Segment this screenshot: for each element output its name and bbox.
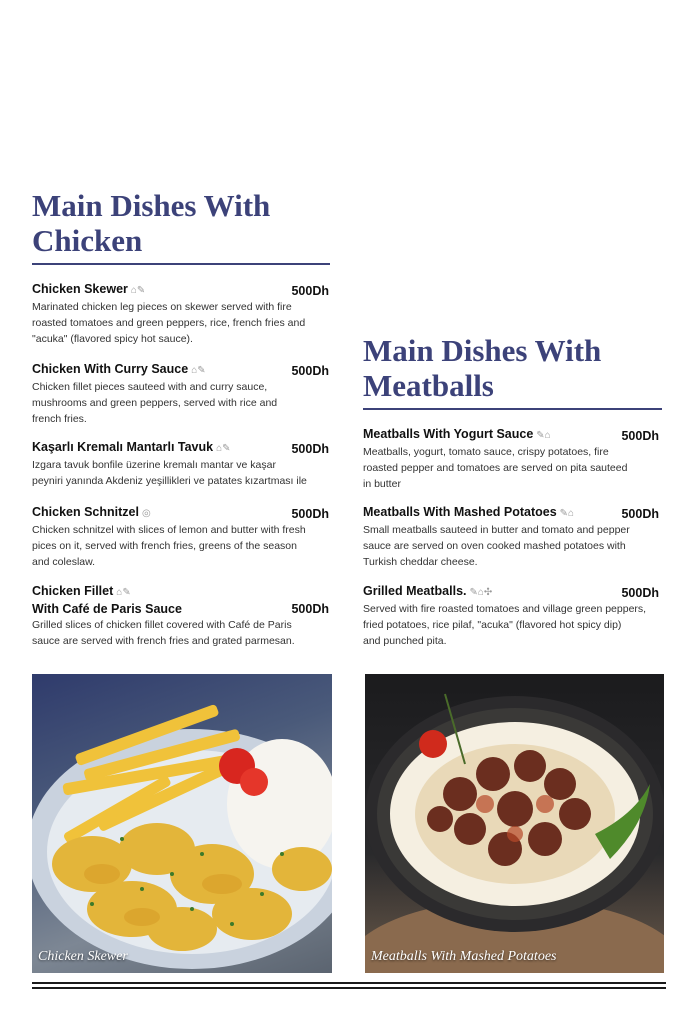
dietary-icons: ✎⌂ bbox=[559, 508, 575, 519]
item-description: Meatballs, yogurt, tomato sauce, crispy potatoes, fire roasted pepper and tomatoes are served on pita sauteed in butter bbox=[363, 446, 628, 490]
photo-caption: Meatballs With Mashed Potatoes bbox=[371, 949, 557, 964]
chicken-section-title: Main Dishes With Chicken bbox=[32, 188, 271, 258]
item-description: Marinated chicken leg pieces on skewer served with fire roasted tomatoes and green peppers, rice, french fries and "acuka" (flavored spicy hot sauce). bbox=[32, 301, 306, 345]
item-name: Chicken Schnitzel bbox=[32, 505, 139, 519]
dietary-icons: ⌂✎ bbox=[216, 443, 231, 454]
item-price: 500Dh bbox=[291, 442, 329, 456]
chicken-skewer-photo bbox=[32, 674, 332, 973]
dietary-icons: ✎⌂ bbox=[536, 430, 551, 441]
item-name: Chicken Fillet bbox=[32, 584, 114, 598]
item-description: Small meatballs sauteed in butter and tomato and pepper sauce are served on oven cooked mashed potatoes with Turkish cheddar cheese. bbox=[363, 524, 630, 568]
item-name: Chicken With Curry Sauce bbox=[32, 362, 189, 376]
footer-divider-top bbox=[32, 982, 666, 984]
item-name: Kaşarlı Kremalı Mantarlı Tavuk bbox=[32, 440, 214, 454]
menu-item-chicken-skewer bbox=[32, 281, 329, 347]
item-price: 500Dh bbox=[291, 284, 329, 298]
item-price: 500Dh bbox=[291, 602, 329, 616]
photo-caption: Chicken Skewer bbox=[38, 949, 128, 964]
item-description: Izgara tavuk bonfile üzerine kremalı mantar ve kaşar peyniri yanında Akdeniz yeşillikleri ve patates kızartması ile bbox=[32, 459, 307, 487]
dietary-icons: ⌂✎ bbox=[130, 285, 146, 296]
item-price: 500Dh bbox=[291, 364, 329, 378]
meatballs-title-divider bbox=[363, 408, 662, 410]
item-description: Grilled slices of chicken fillet covered with Café de Paris sauce are served with french fries and grated parmesan. bbox=[32, 619, 295, 647]
menu-item-meatballs-mashed bbox=[363, 504, 659, 570]
item-price: 500Dh bbox=[621, 507, 659, 521]
footer-divider-bottom bbox=[32, 987, 666, 989]
menu-item-chicken-schnitzel bbox=[32, 504, 329, 570]
meatballs-plate-illustration bbox=[365, 674, 664, 973]
meatballs-section-title: Main Dishes With Meatballs bbox=[363, 333, 602, 403]
item-name: Chicken Skewer bbox=[32, 282, 128, 296]
menu-item-chicken-curry bbox=[32, 361, 329, 427]
dietary-icons: ✎⌂✣ bbox=[469, 587, 493, 598]
chicken-skewer-plate-illustration bbox=[32, 674, 332, 973]
item-description: Served with fire roasted tomatoes and village green peppers, fried potatoes, rice pilaf, "acuka" (flavored hot spicy dip) and punched pita. bbox=[363, 603, 647, 647]
menu-item-chicken-fillet bbox=[32, 583, 329, 649]
item-description: Chicken fillet pieces sauteed with and curry sauce, mushrooms and green peppers, served with rice and french fries. bbox=[32, 381, 278, 425]
meatballs-mashed-photo bbox=[365, 674, 664, 973]
item-price: 500Dh bbox=[291, 507, 329, 521]
item-price: 500Dh bbox=[621, 586, 659, 600]
item-name: Grilled Meatballs. bbox=[363, 584, 467, 598]
item-name: Meatballs With Yogurt Sauce bbox=[363, 427, 534, 441]
item-name: Meatballs With Mashed Potatoes bbox=[363, 505, 557, 519]
menu-item-kasarli-tavuk bbox=[32, 439, 329, 489]
dietary-icons: ⌂✎ bbox=[191, 365, 206, 376]
dietary-icons: ⌂✎ bbox=[116, 587, 131, 598]
menu-item-meatballs-yogurt bbox=[363, 426, 659, 492]
item-description: Chicken schnitzel with slices of lemon and butter with fresh pices on it, served with french fries, greens of the season and coleslaw. bbox=[32, 524, 306, 568]
menu-item-grilled-meatballs bbox=[363, 583, 659, 649]
dietary-icons: ◎ bbox=[141, 508, 151, 519]
item-name-line2: With Café de Paris Sauce bbox=[32, 602, 182, 616]
item-price: 500Dh bbox=[621, 429, 659, 443]
chicken-title-divider bbox=[32, 263, 330, 265]
